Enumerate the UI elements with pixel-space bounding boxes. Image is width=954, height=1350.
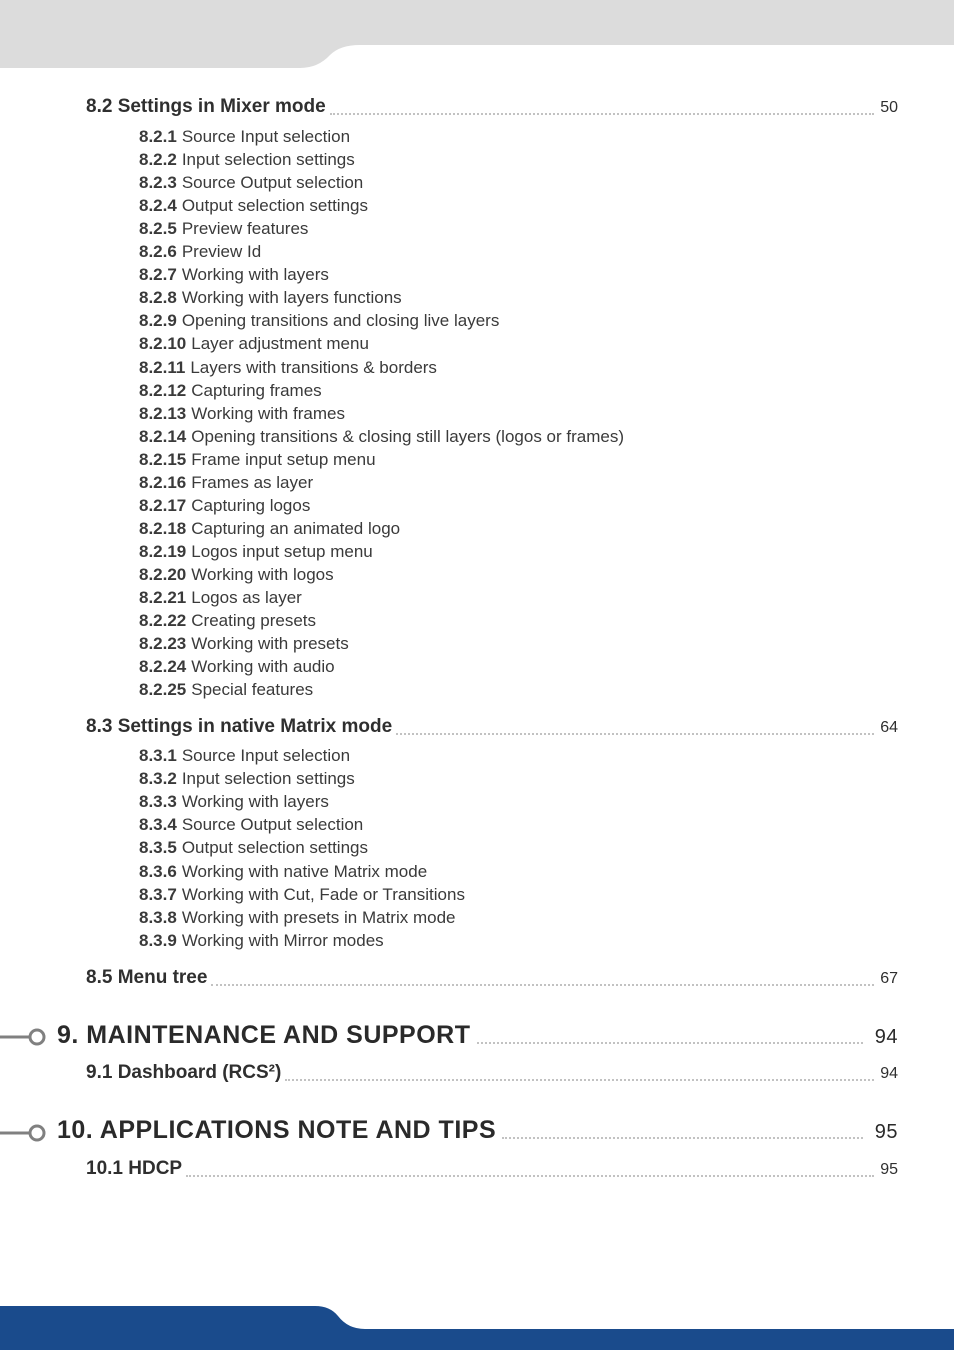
subentry-number: 8.2.3 [139, 173, 177, 193]
subentry-label: Special features [191, 680, 314, 700]
section-title: 9.1 Dashboard (RCS²) [86, 1062, 282, 1083]
subentry-number: 8.2.23 [139, 634, 187, 654]
dot-leader [186, 1175, 874, 1177]
chapter-bullet-icon [0, 1027, 48, 1047]
toc-entry-8-2[interactable] [86, 96, 898, 120]
subentry-label: Source Input selection [181, 746, 351, 765]
subentry-label: Layers with transitions & borders [190, 357, 437, 377]
subentry-label: Working with Mirror modes [181, 930, 384, 950]
subentry-label: Frames as layer [191, 472, 314, 492]
subentry-label: Logos input setup menu [191, 541, 373, 561]
subentry-label: Working with audio [191, 657, 335, 677]
toc-chapter-10[interactable] [57, 1116, 898, 1146]
toc-subentry[interactable] [139, 611, 316, 633]
subentry-number: 8.2.19 [139, 541, 187, 561]
subentry-number: 8.2.21 [139, 588, 187, 607]
subentry-label: Layer adjustment menu [191, 334, 369, 354]
toc-subentry[interactable] [139, 196, 368, 218]
subentry-number: 8.3.5 [139, 838, 177, 858]
toc-subentry[interactable] [139, 931, 384, 953]
subentry-number: 8.2.15 [139, 449, 187, 469]
chapter-title: 10. APPLICATIONS NOTE AND TIPS [57, 1116, 497, 1144]
subentry-number: 8.2.25 [139, 680, 187, 700]
section-title: 8.5 Menu tree [86, 967, 208, 988]
subentry-number: 8.3.2 [139, 769, 177, 789]
subentry-number: 8.2.6 [139, 242, 177, 262]
dot-leader [285, 1079, 874, 1081]
subentry-label: Preview Id [181, 242, 262, 262]
chapter-bullet-icon [0, 1123, 48, 1143]
toc-subentry[interactable] [139, 358, 437, 380]
subentry-number: 8.2.8 [139, 288, 177, 308]
subentry-label: Working with layers [181, 792, 329, 812]
subentry-label: Source Input selection [181, 127, 351, 146]
subentry-number: 8.2.16 [139, 472, 187, 492]
toc-subentry[interactable] [139, 404, 345, 426]
toc-subentry[interactable] [139, 588, 302, 610]
section-title: 10.1 HDCP [86, 1158, 183, 1179]
toc-subentry[interactable] [139, 427, 624, 449]
subentry-number: 8.2.5 [139, 219, 177, 239]
subentry-label: Working with presets [191, 634, 349, 654]
dot-leader [330, 113, 874, 115]
subentry-label: Capturing frames [191, 380, 322, 400]
subentry-label: Output selection settings [181, 838, 368, 858]
section-title: 8.2 Settings in Mixer mode [86, 96, 326, 117]
header-band [0, 0, 954, 70]
subentry-label: Frame input setup menu [191, 449, 376, 469]
toc-subentry[interactable] [139, 496, 310, 518]
subentry-label: Source Output selection [181, 815, 364, 835]
toc-subentry[interactable] [139, 334, 369, 356]
subentry-number: 8.3.3 [139, 792, 177, 812]
toc-subentry[interactable] [139, 634, 349, 656]
subentry-label: Opening transitions and closing live layers [181, 311, 500, 331]
page-number: 94 [874, 1026, 898, 1048]
subentry-number: 8.2.12 [139, 380, 187, 400]
toc-subentry[interactable] [139, 746, 350, 768]
toc-entry-8-5[interactable] [86, 967, 898, 991]
toc-subentry[interactable] [139, 565, 334, 587]
toc-subentry[interactable] [139, 862, 427, 884]
chapter-title: 9. MAINTENANCE AND SUPPORT [57, 1021, 471, 1049]
toc-entry-9-1[interactable] [86, 1062, 898, 1086]
toc-subentry[interactable] [139, 381, 322, 403]
subentry-number: 8.2.4 [139, 196, 177, 216]
subentry-number: 8.2.22 [139, 611, 187, 631]
page-number: 64 [880, 719, 898, 736]
subentry-number: 8.2.7 [139, 265, 177, 285]
toc-subentry[interactable] [139, 219, 308, 241]
subentry-label: Opening transitions & closing still layers (logos or frames) [191, 426, 624, 446]
subentry-number: 8.2.11 [139, 357, 186, 377]
toc-subentry[interactable] [139, 838, 368, 860]
subentry-number: 8.3.7 [139, 884, 177, 904]
subentry-label: Input selection settings [181, 769, 355, 789]
subentry-number: 8.3.4 [139, 815, 177, 835]
toc-subentry[interactable] [139, 769, 355, 791]
toc-subentry[interactable] [139, 150, 355, 172]
toc-subentry[interactable] [139, 288, 402, 310]
subentry-number: 8.2.14 [139, 426, 187, 446]
subentry-label: Output selection settings [181, 196, 368, 216]
subentry-label: Working with layers functions [181, 288, 402, 308]
toc-subentry[interactable] [139, 542, 373, 564]
subentry-number: 8.2.1 [139, 127, 177, 146]
subentry-number: 8.2.18 [139, 518, 187, 538]
toc-entry-10-1[interactable] [86, 1158, 898, 1182]
toc-subentry[interactable] [139, 792, 329, 814]
toc-subentry[interactable] [139, 885, 465, 907]
subentry-label: Capturing an animated logo [191, 518, 401, 538]
toc-subentry[interactable] [139, 473, 313, 495]
toc-subentry[interactable] [139, 815, 363, 837]
subentry-label: Preview features [181, 219, 309, 239]
subentry-label: Capturing logos [191, 495, 311, 515]
subentry-number: 8.2.9 [139, 311, 177, 331]
subentry-label: Working with native Matrix mode [181, 861, 428, 881]
page-number: 67 [880, 970, 898, 987]
subentry-label: Source Output selection [181, 173, 364, 193]
subentry-label: Input selection settings [181, 150, 355, 170]
dot-leader [211, 984, 874, 986]
toc-subentry[interactable] [139, 173, 363, 195]
subentry-number: 8.2.17 [139, 495, 187, 515]
subentry-number: 8.3.1 [139, 746, 177, 765]
subentry-number: 8.2.24 [139, 657, 187, 677]
subentry-number: 8.3.6 [139, 861, 177, 881]
toc-subentry[interactable] [139, 127, 350, 149]
subentry-number: 8.2.20 [139, 564, 187, 584]
page-number: 95 [880, 1161, 898, 1178]
subentry-number: 8.2.10 [139, 334, 187, 354]
toc-subentry[interactable] [139, 680, 313, 702]
subentry-label: Logos as layer [191, 588, 302, 607]
subentry-number: 8.2.2 [139, 150, 177, 170]
dot-leader [477, 1042, 863, 1044]
subentry-label: Creating presets [191, 611, 316, 631]
toc-subentry[interactable] [139, 242, 261, 264]
subentry-number: 8.2.13 [139, 403, 187, 423]
subentry-label: Working with logos [191, 564, 334, 584]
dot-leader [502, 1137, 863, 1139]
toc-chapter-9[interactable] [57, 1021, 898, 1051]
subentry-label: Working with Cut, Fade or Transitions [181, 884, 465, 904]
page-number: 50 [880, 99, 898, 116]
toc-entry-8-3[interactable] [86, 716, 898, 740]
toc-subentry[interactable] [139, 450, 376, 472]
dot-leader [396, 733, 874, 735]
toc-subentry[interactable] [139, 908, 455, 930]
toc-subentry[interactable] [139, 265, 329, 287]
section-title: 8.3 Settings in native Matrix mode [86, 716, 393, 737]
toc-subentry[interactable] [139, 657, 335, 679]
page-number: 94 [880, 1065, 898, 1082]
subentry-label: Working with layers [181, 265, 329, 285]
subentry-number: 8.3.8 [139, 907, 177, 927]
toc-subentry[interactable] [139, 519, 400, 541]
toc-subentry[interactable] [139, 311, 499, 333]
subentry-number: 8.3.9 [139, 930, 177, 950]
page-number: 95 [874, 1121, 898, 1143]
subentry-label: Working with presets in Matrix mode [181, 907, 456, 927]
subentry-label: Working with frames [191, 403, 345, 423]
footer-band [0, 1304, 954, 1350]
